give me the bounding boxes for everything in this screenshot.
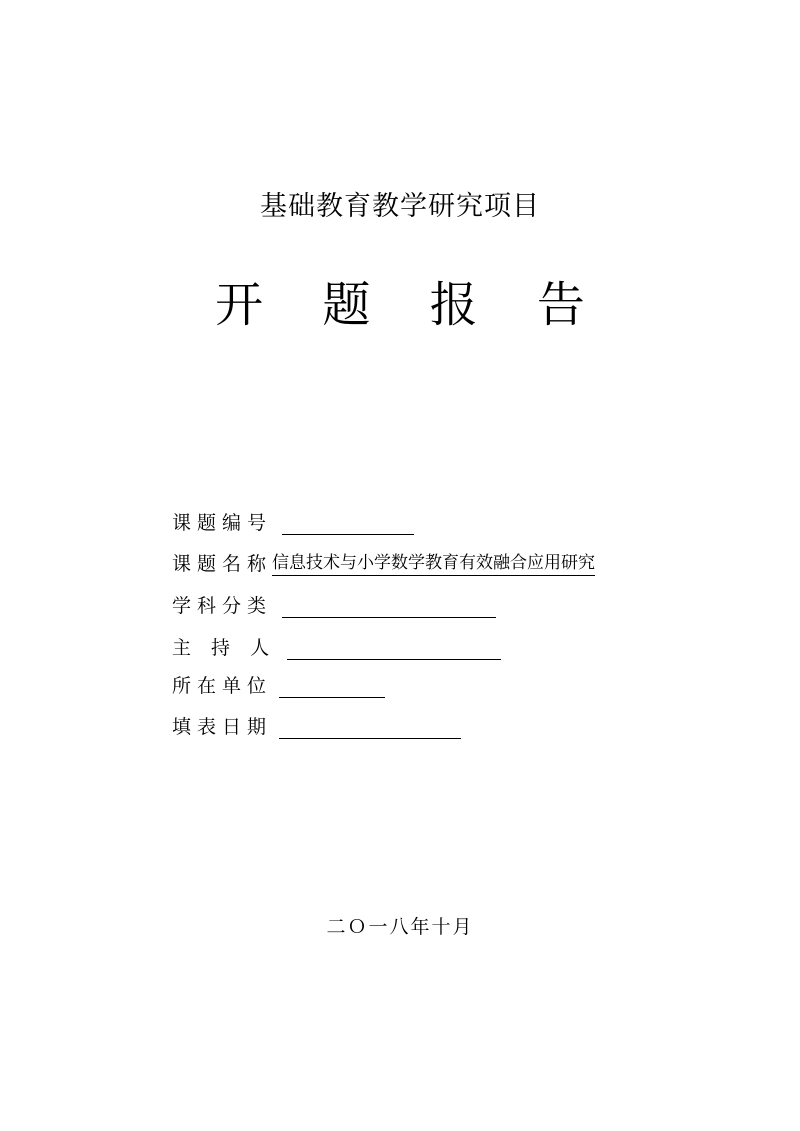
- topic-name-value: 信息技术与小学数学教育有效融合应用研究: [272, 553, 595, 576]
- organization-value: [279, 675, 385, 698]
- field-fill-date: [172, 709, 461, 739]
- host-value: [287, 637, 501, 660]
- field-label: 所在单位: [172, 675, 273, 697]
- project-title: 基础教育教学研究项目: [260, 191, 540, 222]
- subject-category-value: [282, 595, 496, 618]
- field-subject-category: [172, 588, 496, 618]
- field-organization: [172, 668, 385, 698]
- field-label: 主 持 人: [172, 637, 270, 659]
- field-host: [172, 630, 501, 660]
- fill-date-value: [279, 716, 461, 739]
- report-date: 二Ｏ一八年十月: [326, 916, 474, 938]
- field-label: 课题名称: [172, 553, 273, 575]
- field-topic-name: [172, 546, 595, 576]
- field-label: 课题编号: [172, 512, 273, 534]
- field-label: 填表日期: [172, 716, 273, 738]
- topic-number-value: [282, 512, 414, 535]
- report-title: 开 题 报 告: [215, 277, 607, 333]
- field-topic-number: [172, 505, 414, 535]
- field-label: 学科分类: [172, 595, 273, 617]
